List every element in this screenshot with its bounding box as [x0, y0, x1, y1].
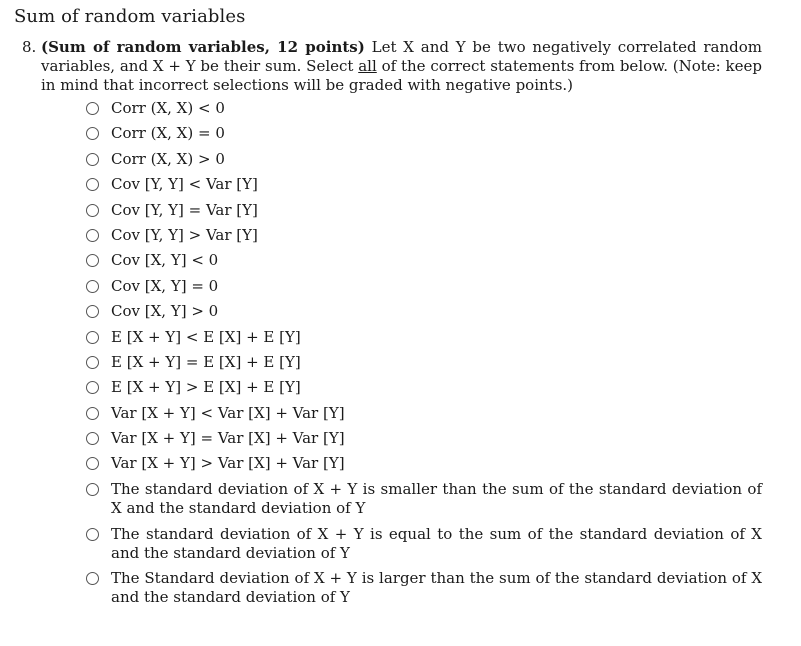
option-18[interactable]: [86, 569, 762, 614]
option-15[interactable]: [86, 454, 762, 479]
option-13[interactable]: [86, 404, 762, 429]
question-emphasis: all: [358, 57, 377, 75]
radio-button[interactable]: [86, 356, 99, 369]
option-14[interactable]: [86, 429, 762, 454]
option-label: Cov [Y, Y] < Var [Y]: [111, 175, 258, 194]
question-heading: (Sum of random variables, 12 points): [41, 38, 365, 56]
option-label: The standard deviation of X + Y is equal to the sum of the standard deviation of X and the standard deviation of Y: [111, 524, 762, 562]
radio-button[interactable]: [86, 528, 99, 541]
option-6[interactable]: [86, 226, 762, 251]
option-label: The standard deviation of X + Y is smaller than the sum of the standard deviation of X and the standard deviation of Y: [111, 479, 762, 517]
radio-button[interactable]: [86, 127, 99, 140]
option-12[interactable]: [86, 378, 762, 403]
radio-button[interactable]: [86, 432, 99, 445]
option-10[interactable]: [86, 328, 762, 353]
option-label: Corr (X, X) = 0: [111, 124, 225, 143]
option-label: Cov [X, Y] = 0: [111, 276, 219, 295]
option-7[interactable]: [86, 251, 762, 276]
option-label: E [X + Y] > E [X] + E [Y]: [111, 378, 301, 397]
question-number: 8.: [22, 38, 37, 56]
radio-button[interactable]: [86, 483, 99, 496]
radio-button[interactable]: [86, 102, 99, 115]
option-4[interactable]: [86, 175, 762, 200]
page-title: Sum of random variables: [14, 6, 246, 27]
question-prompt: [22, 38, 762, 95]
option-11[interactable]: [86, 353, 762, 378]
option-label: Cov [Y, Y] > Var [Y]: [111, 225, 258, 244]
option-label: Var [X + Y] > Var [X] + Var [Y]: [111, 454, 345, 473]
option-label: Corr (X, X) > 0: [111, 149, 225, 168]
option-label: Cov [X, Y] > 0: [111, 302, 219, 321]
option-16[interactable]: [86, 480, 762, 525]
question-text-before: Let X and Y be two negatively correlated random variables, and X + Y be their sum. Select: [41, 38, 763, 75]
radio-button[interactable]: [86, 204, 99, 217]
question-text-after: of the correct statements from below. (Note: keep in mind that incorrect selections will be graded with negative points.): [41, 57, 762, 94]
radio-button[interactable]: [86, 331, 99, 344]
radio-button[interactable]: [86, 407, 99, 420]
radio-button[interactable]: [86, 153, 99, 166]
option-label: E [X + Y] < E [X] + E [Y]: [111, 327, 301, 346]
option-5[interactable]: [86, 201, 762, 226]
option-2[interactable]: [86, 124, 762, 149]
option-3[interactable]: [86, 150, 762, 175]
option-label: Var [X + Y] = Var [X] + Var [Y]: [111, 429, 345, 448]
radio-button[interactable]: [86, 229, 99, 242]
option-label: Var [X + Y] < Var [X] + Var [Y]: [111, 403, 345, 422]
radio-button[interactable]: [86, 254, 99, 267]
radio-button[interactable]: [86, 572, 99, 585]
radio-button[interactable]: [86, 457, 99, 470]
option-label: Cov [Y, Y] = Var [Y]: [111, 200, 258, 219]
radio-button[interactable]: [86, 280, 99, 293]
option-label: The Standard deviation of X + Y is larger than the sum of the standard deviation of X and the standard deviation of Y: [111, 569, 762, 607]
radio-button[interactable]: [86, 381, 99, 394]
option-9[interactable]: [86, 302, 762, 327]
answer-options: [86, 99, 762, 614]
option-label: Cov [X, Y] < 0: [111, 251, 219, 270]
option-label: Corr (X, X) < 0: [111, 99, 225, 117]
radio-button[interactable]: [86, 305, 99, 318]
option-8[interactable]: [86, 277, 762, 302]
option-17[interactable]: [86, 525, 762, 570]
option-label: E [X + Y] = E [X] + E [Y]: [111, 352, 301, 371]
option-1[interactable]: [86, 99, 762, 124]
radio-button[interactable]: [86, 178, 99, 191]
